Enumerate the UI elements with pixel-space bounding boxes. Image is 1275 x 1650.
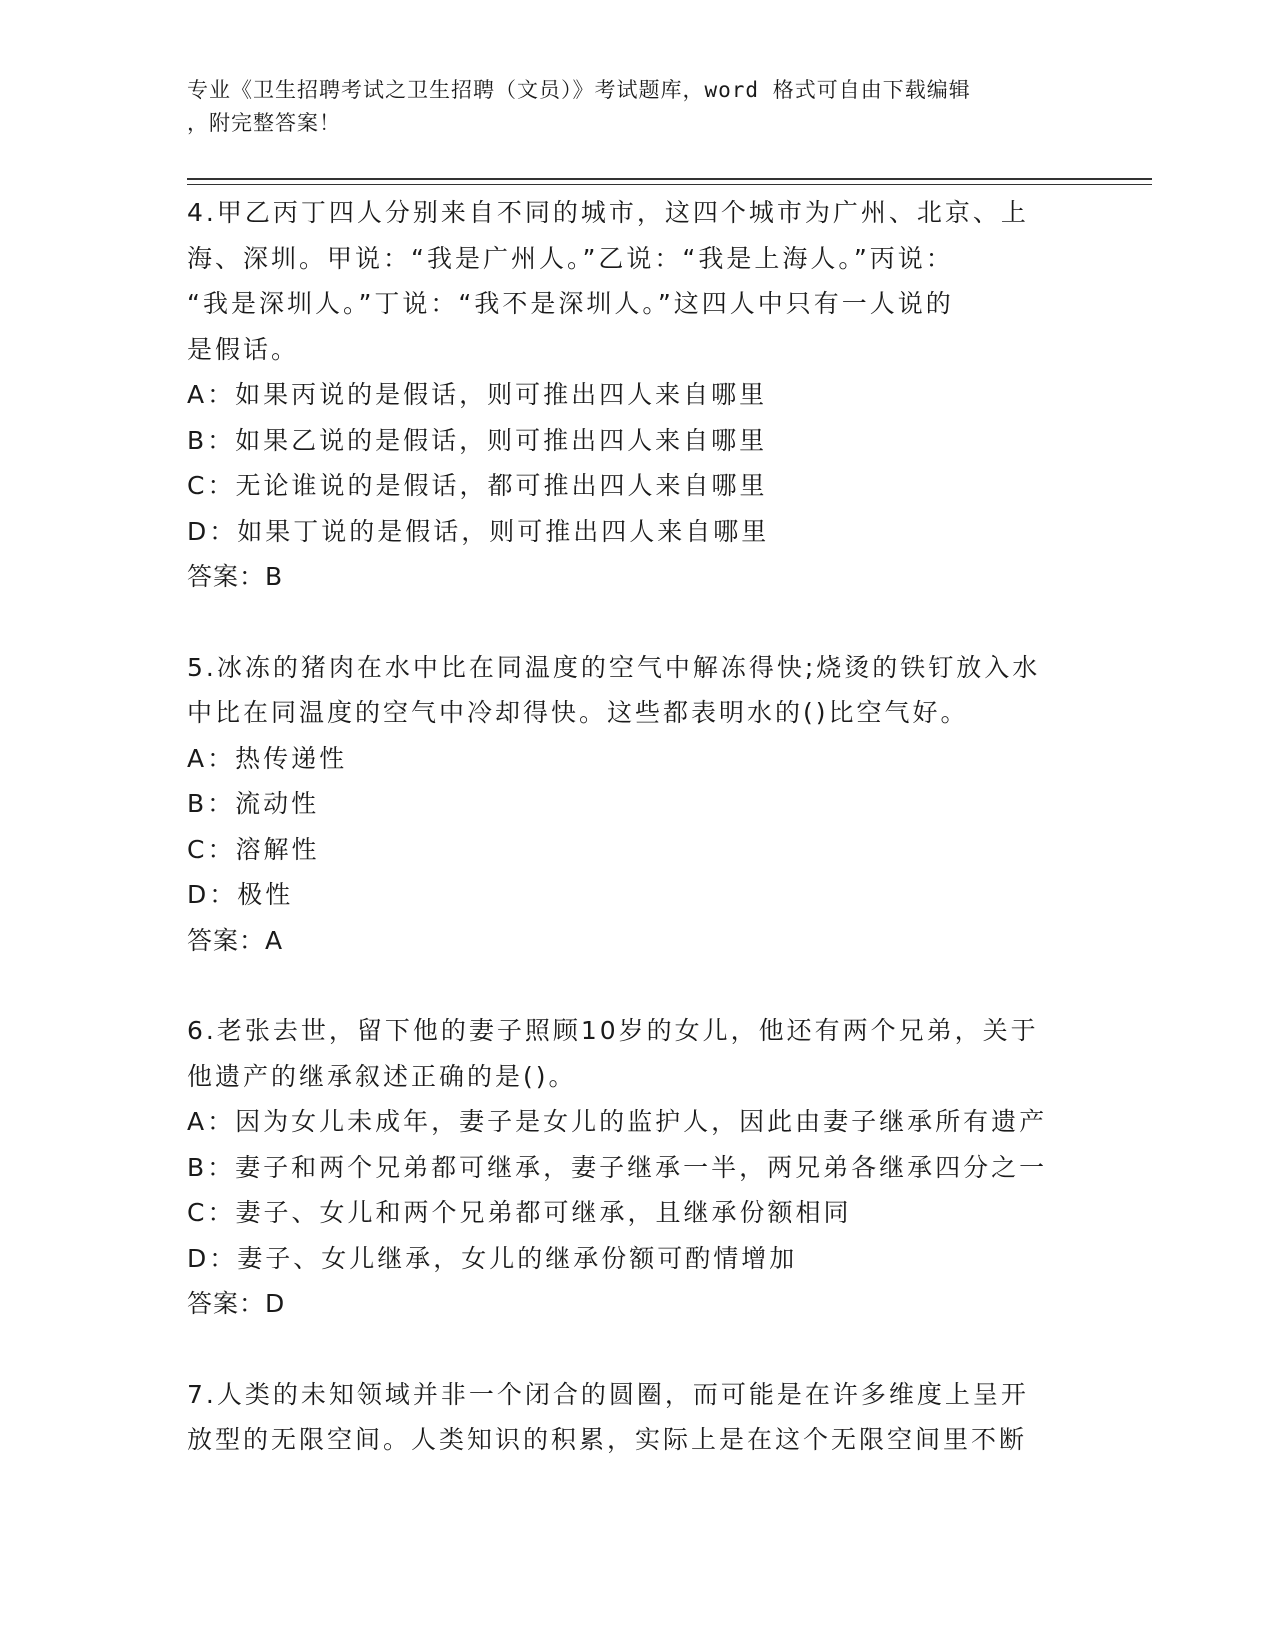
header-line-1: 专业《卫生招聘考试之卫生招聘（文员）》考试题库，word 格式可自由下载编辑 — [187, 78, 971, 102]
question-stem-line: 中比在同温度的空气中冷却得快。这些都表明水的()比空气好。 — [187, 698, 969, 727]
question-stem-line: 5.冰冻的猪肉在水中比在同温度的空气中解冻得快;烧烫的铁钉放入水 — [187, 652, 1041, 682]
question-stem-line: “我是深圳人。”丁说：“我不是深圳人。”这四人中只有一人说的 — [187, 289, 954, 318]
option-c: C：溶解性 — [187, 834, 320, 864]
option-a: A：如果丙说的是假话，则可推出四人来自哪里 — [187, 380, 768, 409]
option-b: B：流动性 — [187, 789, 320, 818]
question-stem-line: 是假话。 — [187, 334, 300, 364]
option-c: C：妻子、女儿和两个兄弟都可继承，且继承份额相同 — [187, 1198, 852, 1227]
option-a: A：因为女儿未成年，妻子是女儿的监护人，因此由妻子继承所有遗产 — [187, 1107, 1048, 1136]
option-d: D：极性 — [187, 880, 294, 909]
question-4 — [187, 190, 1077, 600]
header-line-2: ，附完整答案！ — [187, 111, 341, 135]
header-divider-thick — [187, 178, 1152, 180]
answer-line: 答案：A — [187, 925, 284, 955]
question-7 — [187, 1372, 1077, 1463]
option-b: B：如果乙说的是假话，则可推出四人来自哪里 — [187, 425, 768, 455]
question-stem-line: 4.甲乙丙丁四人分别来自不同的城市，这四个城市为广州、北京、上 — [187, 198, 1029, 227]
option-d: D：妻子、女儿继承，女儿的继承份额可酌情增加 — [187, 1243, 798, 1273]
answer-line: 答案：D — [187, 1289, 286, 1318]
question-6 — [187, 1008, 1077, 1327]
option-a: A：热传递性 — [187, 743, 348, 773]
page-header — [187, 74, 1067, 140]
question-5 — [187, 645, 1077, 964]
question-stem-line: 他遗产的继承叙述正确的是()。 — [187, 1061, 577, 1091]
question-list — [187, 190, 1077, 1508]
answer-line: 答案：B — [187, 562, 284, 591]
question-stem-line: 7.人类的未知领域并非一个闭合的圆圈，而可能是在许多维度上呈开 — [187, 1379, 1029, 1409]
option-c: C：无论谁说的是假话，都可推出四人来自哪里 — [187, 471, 768, 500]
question-stem-line: 6.老张去世，留下他的妻子照顾10岁的女儿，他还有两个兄弟，关于 — [187, 1016, 1039, 1045]
option-b: B：妻子和两个兄弟都可继承，妻子继承一半，两兄弟各继承四分之一 — [187, 1152, 1048, 1182]
option-d: D：如果丁说的是假话，则可推出四人来自哪里 — [187, 516, 770, 546]
question-stem-line: 海、深圳。甲说：“我是广州人。”乙说：“我是上海人。”丙说： — [187, 243, 954, 273]
question-stem-line: 放型的无限空间。人类知识的积累，实际上是在这个无限空间里不断 — [187, 1425, 1028, 1454]
header-divider-thin — [187, 184, 1152, 185]
